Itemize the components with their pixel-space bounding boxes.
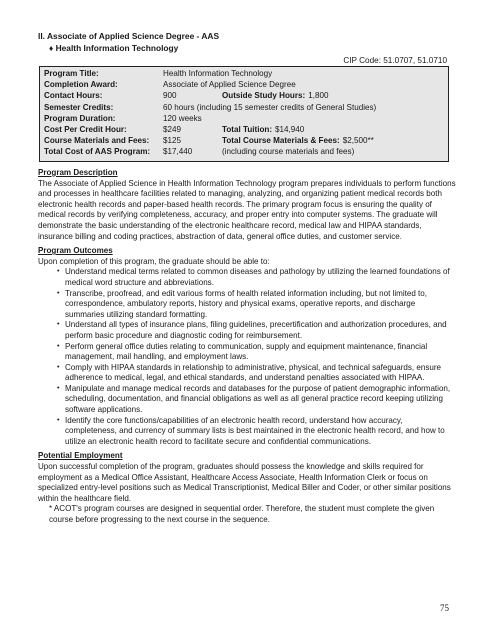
employment-heading: Potential Employment (38, 451, 123, 461)
list-item (38, 320, 456, 341)
program-duration-value: 120 weeks (163, 113, 202, 123)
outcome-text: Understand all types of insurance plans, filing guidelines, precertification and authorization procedures, and perform basic procedure and diagnostic coding for reimbursement. (65, 320, 447, 340)
total-tuition-label (222, 124, 304, 135)
info-row-title (44, 68, 448, 79)
employment-text: Upon successful completion of the program, graduates should possess the knowledge and skills required for employment as a Medical Office Assistant, Healthcare Access Associate, Health Information Clerk or focus on specialized entry-level positions such as Medical Transcriptionist, Medical Biller and Coder, or other similar positions within the healthcare field. (38, 462, 451, 503)
list-item (38, 363, 456, 384)
contact-hours-value: 900 (163, 91, 177, 101)
total-materials-label-text: Total Course Materials & Fees: (222, 136, 340, 146)
description-heading: Program Description (38, 168, 118, 177)
total-cost-value: $17,440 (163, 147, 193, 157)
info-row-cost (44, 124, 448, 135)
outcomes-list (38, 267, 456, 447)
contact-hours-label: Contact Hours: (44, 91, 103, 101)
completion-award-label: Completion Award: (44, 80, 118, 90)
program-duration-label: Program Duration: (44, 113, 116, 123)
outcome-text: Transcribe, proofread, and edit various forms of health related information including, but not limited to, correspondence, ambulatory reports, history and physical exams, operative reports, and discharge summaries utilizing standard formatting. (65, 288, 428, 319)
bullet-icon: • (57, 384, 60, 392)
bullet-icon: • (57, 289, 60, 297)
list-item (38, 289, 456, 321)
total-cost-note: (including course materials and fees) (222, 147, 355, 157)
total-tuition-label-text: Total Tuition: (222, 124, 273, 134)
list-item (38, 267, 456, 288)
outcome-text: Comply with HIPAA standards in relationship to administrative, physical, and technical safeguards, ensure adherence to medical, legal, and ethical standards, and understand penalties associated with HIPAA. (65, 362, 442, 383)
total-cost-label: Total Cost of AAS Program: (44, 147, 151, 157)
cost-per-credit-value: $249 (163, 124, 182, 134)
outcomes-heading: Program Outcomes (38, 246, 113, 256)
outcome-text: Identify the core functions/capabilities of an electronic health record, understand how accuracy, completeness, and currency of summary lists is best maintained in the electronic health record, and how to utilize an electronic health record to facilitate secure and confidential communications. (65, 415, 445, 446)
program-info-box (39, 66, 449, 162)
info-row-credits (44, 102, 448, 113)
completion-award-value: Associate of Applied Science Degree (163, 80, 296, 90)
outcomes-intro: Upon completion of this program, the graduate should be able to: (38, 256, 270, 266)
bullet-icon: • (57, 268, 60, 276)
info-row-duration (44, 113, 448, 124)
list-item (38, 384, 456, 416)
course-materials-label: Course Materials and Fees: (44, 136, 150, 146)
sequence-note: * ACOT's program courses are designed in sequential order. Therefore, the student must complete the given course before progressing to the next course in the sequence. (49, 504, 435, 524)
total-tuition-value: $14,940 (275, 124, 305, 134)
outcome-text: Understand medical terms related to common diseases and pathology by utilizing the learned foundations of medical word structure and abbreviations. (65, 267, 450, 287)
page-number: 75 (440, 603, 449, 613)
list-item (38, 416, 456, 448)
outside-study-label (222, 90, 328, 101)
list-item (38, 342, 456, 363)
info-row-materials (44, 135, 448, 146)
info-row-contact (44, 90, 448, 101)
outside-study-value: 1,800 (308, 91, 329, 101)
bullet-icon: • (57, 363, 60, 371)
program-heading: ♦ Health Information Technology (49, 43, 179, 53)
semester-credits-label: Semester Credits: (44, 102, 114, 112)
bullet-icon: • (57, 342, 60, 350)
outcome-text: Manipulate and manage medical records and databases for the purpose of patient demographic information, scheduling, documentation, and financial obligations as well as all general practice record keeping utilizing software applications. (65, 383, 451, 415)
outside-study-label-text: Outside Study Hours: (222, 91, 306, 101)
outcome-text: Perform general office duties relating to communication, supply and equipment maintenance, financial management, mail handling, and employment laws. (65, 341, 428, 362)
program-title-label: Program Title: (44, 69, 99, 78)
program-content (38, 168, 456, 526)
course-materials-value: $125 (163, 136, 182, 146)
program-title-value: Health Information Technology (163, 69, 273, 78)
total-materials-label (222, 135, 374, 146)
info-row-total-cost (44, 146, 448, 157)
cost-per-credit-label: Cost Per Credit Hour: (44, 124, 127, 134)
info-row-award (44, 79, 448, 90)
total-materials-value: $2,500** (342, 136, 374, 146)
bullet-icon: • (57, 321, 60, 329)
semester-credits-value: 60 hours (including 15 semester credits of General Studies) (163, 102, 377, 112)
bullet-icon: • (57, 416, 60, 424)
description-text: The Associate of Applied Science in Health Information Technology program prepares individuals to perform functions and processes in healthcare facilities related to managing, analyzing, and organizing patient medical records both electronic health records and paper-based health records. The primary program focus is ensuring the quality of medical records by verifying completeness, accuracy, and proper entry into computer systems. The graduate will demonstrate the basic understanding of the electronic healthcare record, medical law and HIPAA standards, insurance billing and coding practices, abstraction of data, general office duties, and customer service. (38, 178, 456, 241)
section-heading: II. Associate of Applied Science Degree - AAS (38, 31, 220, 41)
cip-code: CIP Code: 51.0707, 51.0710 (343, 56, 447, 65)
